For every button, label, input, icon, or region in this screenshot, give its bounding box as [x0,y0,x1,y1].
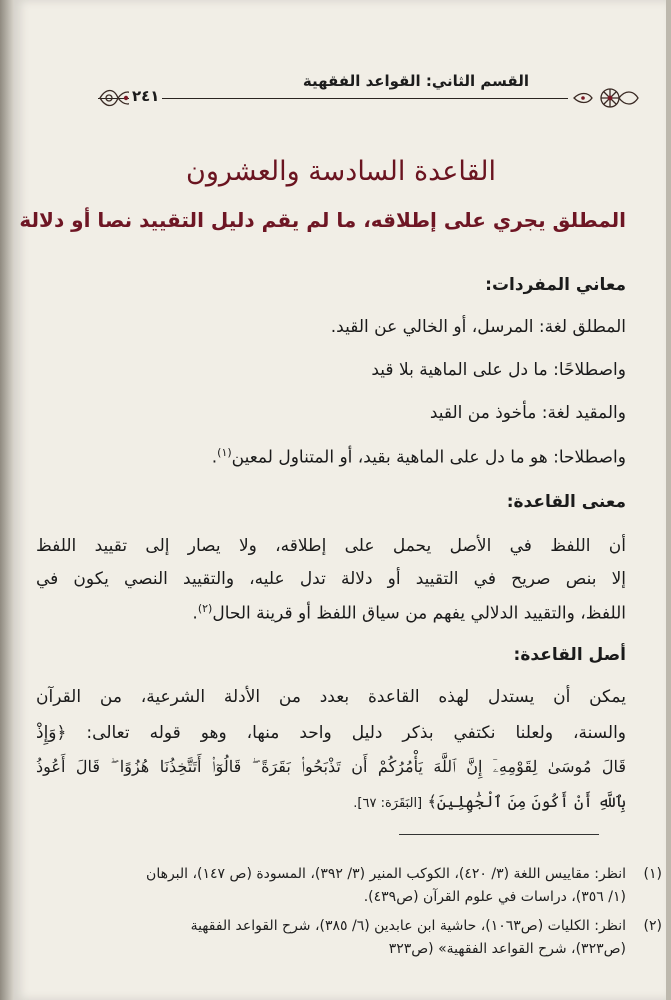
rule-title: القاعدة السادسة والعشرون [185,156,496,187]
meaning-line-1: أن اللفظ في الأصل يحمل على إطلاقه، ولا يصار إلى تقييد اللفظ [36,536,626,556]
vocab-line4-text: واصطلاحا: هو ما دل على الماهية بقيد، أو المتناول لمعين [231,447,626,468]
meaning-heading: معنى القاعدة: [506,492,626,512]
footnote-2-line-1: انظر: الكليات (ص١٠٦٣)، حاشية ابن عابدين (٦/ ٣٨٥)، شرح القواعد الفقهية [190,918,626,934]
book-spine-edge [0,0,14,1000]
vocab-line-mutlaq-lugha: المطلق لغة: المرسل، أو الخالي عن القيد. [330,317,626,337]
vocab-line-muqayyad-lugha: والمقيد لغة: مأخوذ من القيد [429,403,626,423]
footnote-separator [399,834,599,835]
meaning-line3-text: اللفظ، والتقييد الدلالي يفهم من سياق اللفظ أو قرينة الحال [212,603,626,624]
book-page [14,0,666,1000]
footnote-1-line-2: (١/ ٣٥٦)، دراسات في علوم القرآن (ص٤٣٩). [363,889,626,905]
vocab-line-muqayyad-istilah: واصطلاحا: هو ما دل على الماهية بقيد، أو المتناول لمعين$^{(١)}$. [211,446,626,468]
quran-verse-end: بِٱللَّهِ أَنْ أَكُونَ مِنَ ٱلْجَٰهِلِينَ﴾ [427,792,626,811]
quran-verse-line-2 [353,792,626,812]
origin-line-2: والسنة، ولعلنا نكتفي بذكر دليل واحد منها، وهو قوله تعالى: ﴿وَإِذْ [36,723,626,743]
rule-statement: المطلق يجري على إطلاقه، ما لم يقم دليل التقييد نصا أو دلالة [19,208,626,232]
footnote-1-number: (١) [643,866,662,882]
vocab-heading: معاني المفردات: [485,275,626,295]
origin-line-1: يمكن أن يستدل لهذه القاعدة بعدد من الأدلة الشرعية، من القرآن [36,687,626,707]
meaning-line-3: اللفظ، والتقييد الدلالي يفهم من سياق اللفظ أو قرينة الحال$^{(٢)}$. [192,602,626,624]
page-number: ٢٤١ [129,87,162,105]
footnote-ref-1[interactable]: (١) [217,446,232,459]
footnote-1-line-1: انظر: مقاييس اللغة (٣/ ٤٢٠)، الكوكب المنير (٣/ ٣٩٢)، المسودة (ص ١٤٧)، البرهان [146,866,626,882]
vocab-line-mutlaq-istilah: واصطلاحًا: ما دل على الماهية بلا قيد [371,360,626,380]
meaning-line-2: إلا بنص صريح في التقييد أو دلالة تدل عليه، والتقييد النصي يكون في [36,569,626,589]
origin-heading: أصل القاعدة: [513,645,626,665]
running-header-title: القسم الثاني: القواعد الفقهية [302,72,529,90]
verse-citation: [البَقَرَة: ٦٧]. [353,796,423,811]
quran-verse-line-1: قَالَ مُوسَىٰ لِقَوْمِهِۦٓ إِنَّ ٱللَّهَ يَأْمُرُكُمْ أَن تَذْبَحُوا۟ بَقَرَةً ۖ قَالُوٓا۟ أَتَتَّخِذُنَا هُزُوًا ۖ قَالَ أَعُوذُ [36,757,626,776]
footnote-2-number: (٢) [643,918,662,934]
footnote-2-line-2: (ص٣٢٣)، شرح القواعد الفقهية» (ص٣٢٣ [388,941,626,957]
header-rule [98,98,568,99]
footnote-ref-2[interactable]: (٢) [197,602,213,615]
header-ornament-right-icon [570,86,640,110]
